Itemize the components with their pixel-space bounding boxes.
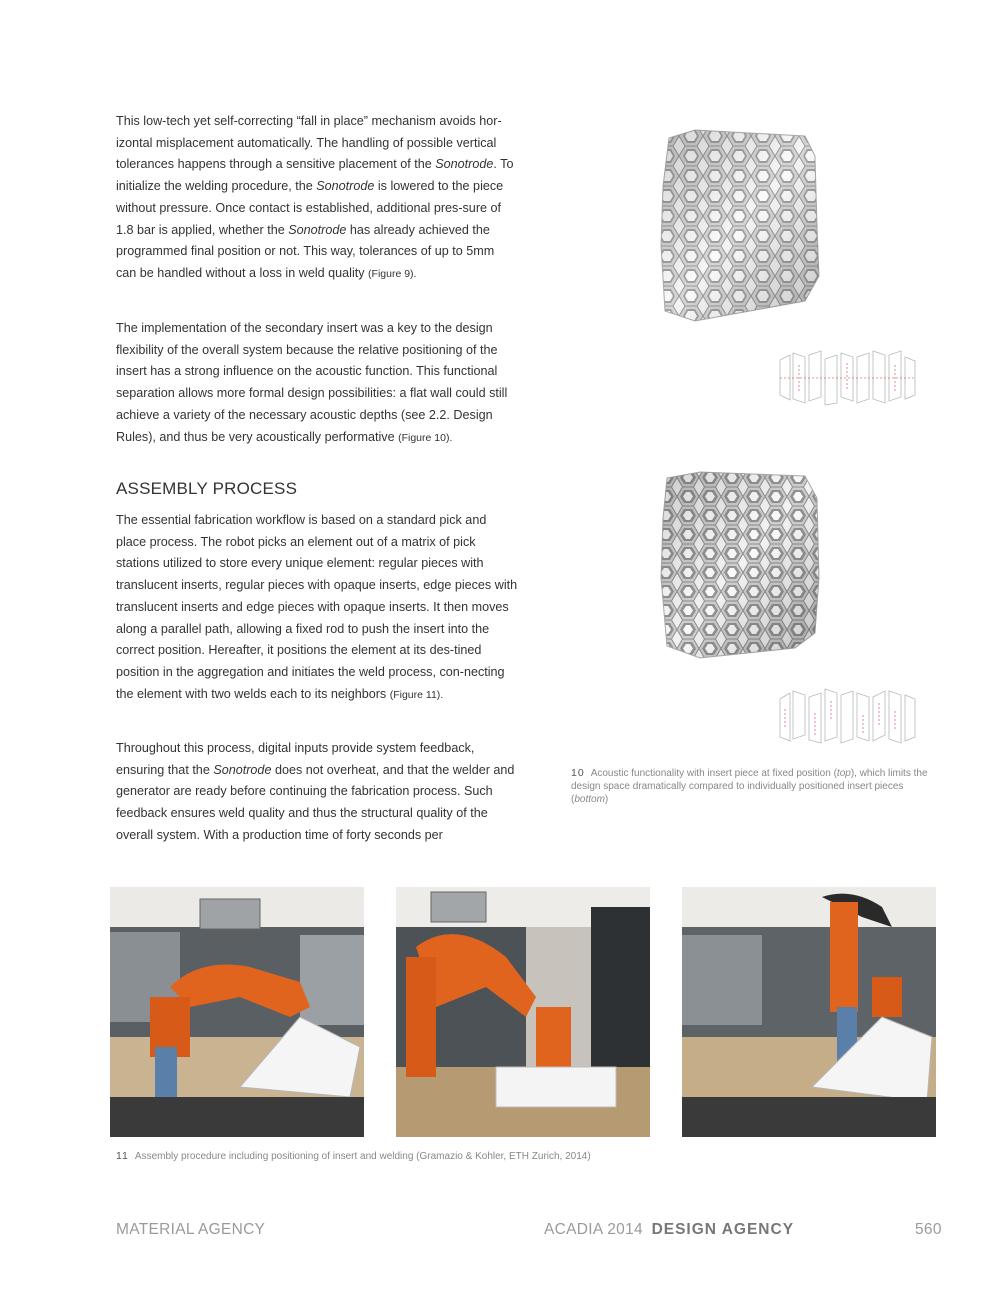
paragraph-secondary-insert: The implementation of the secondary insert was a key to the design flexibility of the overall system because the relative positioning of the insert has a strong influence on the acoustic function. This functional separation allows more formal design possibilities: a flat wall could still achieve a variety of the necessary acoustic depths (see 2.2. Design Rules), and thus be very acoustically performative (Figure 10). bbox=[116, 321, 508, 444]
section-heading: ASSEMBLY PROCESS bbox=[116, 479, 298, 498]
figure-reference: (Figure 11). bbox=[389, 688, 444, 701]
figure-reference: (Figure 10). bbox=[398, 431, 453, 444]
footer-section-title: MATERIAL AGENCY bbox=[116, 1221, 266, 1238]
figure-reference: (Figure 9). bbox=[368, 267, 417, 280]
honeycomb-wall-bottom-render bbox=[655, 468, 825, 668]
robot-assembly-photo-2 bbox=[396, 887, 650, 1137]
figure-10-caption: 10 Acoustic functionality with insert piece at fixed position (top), which limits the design space dramatically compared to individually positioned insert pieces (bottom) bbox=[571, 767, 928, 805]
insert-section-diagram-bottom bbox=[775, 685, 920, 750]
footer-conference: ACADIA 2014 DESIGN AGENCY bbox=[544, 1221, 795, 1238]
paragraph-assembly-workflow: The essential fabrication workflow is based on a standard pick and place process. The robot picks an element out of a matrix of pick stations utilized to store every unique element: regular pieces with translucent inserts, regular pieces with opaque inserts, edge pieces with translucent inserts and edge pieces with opaque inserts. It then moves along a parallel path, allowing a fixed rod to push the insert into the correct position. Hereafter, it positions the element at its des-tined position in the aggregation and initiates the weld process, con-necting the element with two welds each to its neighbors (Figure 11). bbox=[116, 513, 518, 701]
figure-11-caption: 11 Assembly procedure including positioning of insert and welding (Gramazio & Kohler, ETH Zurich, 2014) bbox=[116, 1150, 591, 1162]
figure-number: 11 bbox=[116, 1150, 129, 1162]
figure-number: 10 bbox=[571, 767, 585, 779]
paragraph-feedback: Throughout this process, digital inputs provide system feedback, ensuring that the Sonotrode does not overheat, and that the welder and generator are ready before continuing the fabrication process. Such feedback ensures weld quality and thus the structural quality of the overall system. With a production time of forty seconds per bbox=[116, 741, 515, 842]
paragraph-fall-in-place: This low-tech yet self-correcting “fall in place” mechanism avoids hor-izontal misplacement automatically. The handling of possible vertical tolerances happens through a sensitive placement of the Sonotrode. To initialize the welding procedure, the Sonotrode is lowered to the piece without pressure. Once contact is established, additional pres-sure of 1.8 bar is applied, whether the Sonotrode has already achieved the programmed final position or not. This way, tolerances of up to 5mm can be handled without a loss in weld quality (Figure 9). bbox=[116, 114, 514, 280]
robot-assembly-photo-3 bbox=[682, 887, 936, 1137]
page-number: 560 bbox=[915, 1221, 942, 1238]
robot-assembly-photo-1 bbox=[110, 887, 364, 1137]
insert-section-diagram-top bbox=[775, 345, 920, 410]
honeycomb-wall-top-render bbox=[655, 126, 825, 326]
